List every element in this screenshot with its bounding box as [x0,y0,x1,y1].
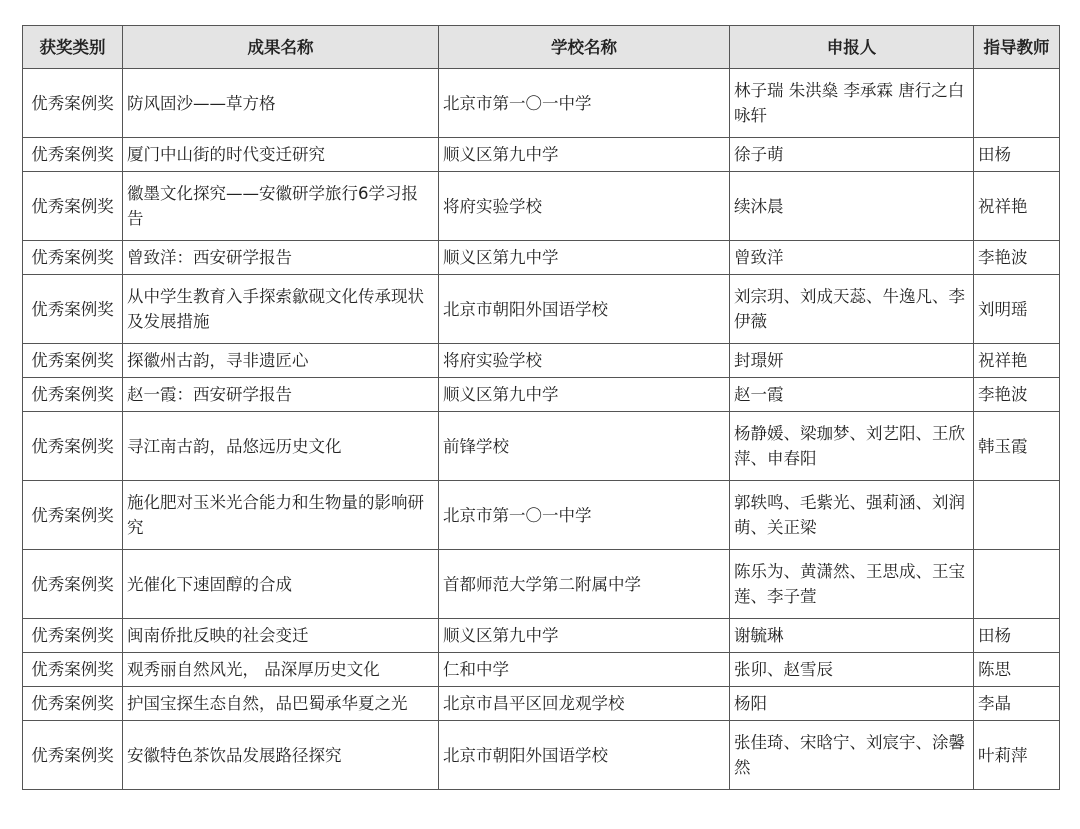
cell-title: 从中学生教育入手探索歙砚文化传承现状及发展措施 [123,275,439,344]
table-row [23,550,1060,619]
cell-title: 光催化下速固醇的合成 [123,550,439,619]
cell-category: 优秀案例奖 [23,344,123,378]
awards-table [22,25,1060,790]
cell-school: 前锋学校 [439,412,730,481]
cell-applicants: 张佳琦、宋晗宁、刘宸宇、涂馨然 [730,721,974,790]
cell-title: 施化肥对玉米光合能力和生物量的影响研究 [123,481,439,550]
cell-applicants: 郭轶鸣、毛紫光、强莉涵、刘润萌、关正梁 [730,481,974,550]
cell-applicants: 陈乐为、黄潇然、王思成、王宝莲、李子萱 [730,550,974,619]
cell-applicants: 刘宗玥、刘成天蕊、牛逸凡、李伊薇 [730,275,974,344]
cell-school: 仁和中学 [439,653,730,687]
cell-school: 北京市第一〇一中学 [439,69,730,138]
cell-teacher: 李晶 [974,687,1060,721]
cell-teacher: 叶莉萍 [974,721,1060,790]
cell-title: 曾致洋：西安研学报告 [123,241,439,275]
cell-title: 防风固沙——草方格 [123,69,439,138]
cell-school: 顺义区第九中学 [439,138,730,172]
cell-teacher: 韩玉霞 [974,412,1060,481]
cell-applicants: 林子瑞 朱洪燊 李承霖 唐行之白咏轩 [730,69,974,138]
cell-category: 优秀案例奖 [23,619,123,653]
cell-teacher [974,550,1060,619]
cell-applicants: 杨阳 [730,687,974,721]
cell-title: 赵一霞：西安研学报告 [123,378,439,412]
cell-applicants: 续沐晨 [730,172,974,241]
cell-title: 探徽州古韵，寻非遗匠心 [123,344,439,378]
cell-category: 优秀案例奖 [23,687,123,721]
cell-applicants: 赵一霞 [730,378,974,412]
cell-teacher [974,481,1060,550]
header-row [23,26,1060,69]
cell-applicants: 曾致洋 [730,241,974,275]
cell-category: 优秀案例奖 [23,721,123,790]
cell-title: 安徽特色茶饮品发展路径探究 [123,721,439,790]
cell-teacher: 李艳波 [974,241,1060,275]
cell-applicants: 徐子萌 [730,138,974,172]
cell-title: 徽墨文化探究——安徽研学旅行6学习报告 [123,172,439,241]
cell-school: 北京市第一〇一中学 [439,481,730,550]
cell-title: 观秀丽自然风光， 品深厚历史文化 [123,653,439,687]
cell-title: 闽南侨批反映的社会变迁 [123,619,439,653]
table-row [23,69,1060,138]
cell-applicants: 杨静媛、梁珈梦、刘艺阳、王欣萍、申春阳 [730,412,974,481]
cell-teacher: 李艳波 [974,378,1060,412]
cell-title: 厦门中山街的时代变迁研究 [123,138,439,172]
header-applicants: 申报人 [730,26,974,69]
cell-applicants: 谢毓琳 [730,619,974,653]
cell-teacher: 祝祥艳 [974,172,1060,241]
cell-teacher: 刘明瑶 [974,275,1060,344]
cell-teacher [974,69,1060,138]
cell-teacher: 祝祥艳 [974,344,1060,378]
cell-teacher: 田杨 [974,619,1060,653]
cell-school: 将府实验学校 [439,344,730,378]
cell-category: 优秀案例奖 [23,653,123,687]
awards-table-container [22,25,1060,790]
cell-school: 将府实验学校 [439,172,730,241]
header-title: 成果名称 [123,26,439,69]
table-row [23,275,1060,344]
cell-category: 优秀案例奖 [23,69,123,138]
cell-school: 北京市朝阳外国语学校 [439,721,730,790]
table-row [23,721,1060,790]
cell-school: 顺义区第九中学 [439,241,730,275]
table-row [23,138,1060,172]
cell-category: 优秀案例奖 [23,241,123,275]
table-row [23,412,1060,481]
cell-applicants: 封璟妍 [730,344,974,378]
cell-applicants: 张卯、赵雪辰 [730,653,974,687]
cell-teacher: 田杨 [974,138,1060,172]
cell-category: 优秀案例奖 [23,412,123,481]
table-row [23,481,1060,550]
cell-school: 顺义区第九中学 [439,378,730,412]
cell-title: 护国宝探生态自然，品巴蜀承华夏之光 [123,687,439,721]
cell-school: 顺义区第九中学 [439,619,730,653]
cell-category: 优秀案例奖 [23,550,123,619]
header-teacher: 指导教师 [974,26,1060,69]
table-row [23,241,1060,275]
cell-title: 寻江南古韵，品悠远历史文化 [123,412,439,481]
header-category: 获奖类别 [23,26,123,69]
cell-category: 优秀案例奖 [23,275,123,344]
table-row [23,378,1060,412]
cell-school: 首都师范大学第二附属中学 [439,550,730,619]
table-row [23,687,1060,721]
cell-school: 北京市昌平区回龙观学校 [439,687,730,721]
table-row [23,653,1060,687]
header-school: 学校名称 [439,26,730,69]
table-row [23,172,1060,241]
table-row [23,344,1060,378]
table-row [23,619,1060,653]
cell-category: 优秀案例奖 [23,172,123,241]
cell-category: 优秀案例奖 [23,481,123,550]
cell-school: 北京市朝阳外国语学校 [439,275,730,344]
cell-teacher: 陈思 [974,653,1060,687]
cell-category: 优秀案例奖 [23,138,123,172]
cell-category: 优秀案例奖 [23,378,123,412]
